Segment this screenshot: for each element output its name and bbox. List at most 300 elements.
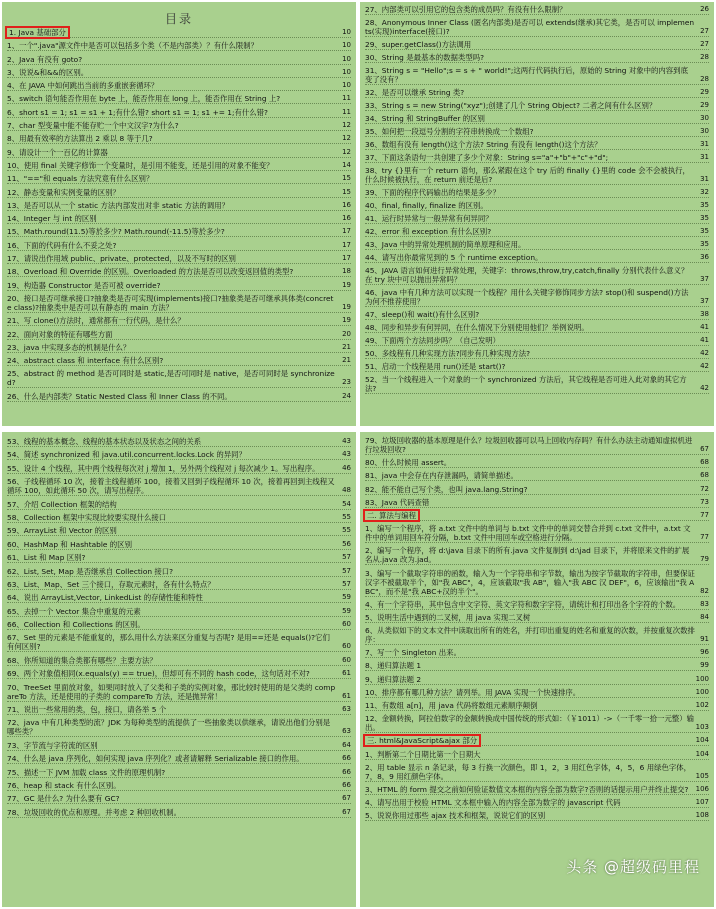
toc-entry [365, 626, 709, 645]
toc-page-number: 18 [342, 267, 351, 276]
toc-page-number: 16 [342, 214, 351, 223]
toc-list [360, 432, 714, 821]
toc-page-number: 67 [342, 807, 351, 816]
toc-entry-text: 4、请写出用于校验 HTML 文本框中输入的内容全部为数字的 javascript 代码 [365, 798, 621, 808]
toc-page-number: 35 [700, 201, 709, 209]
toc-entry-text: 21、写 clone()方法时，通常都有一行代码，是什么？ [7, 316, 185, 326]
toc-page-number: 37 [700, 275, 709, 283]
toc-page-number: 27 [700, 40, 709, 48]
toc-entry [7, 214, 351, 224]
toc-entry-text: 66、Collection 和 Collections 的区别。 [7, 620, 145, 630]
toc-entry-text: 56、子线程循环 10 次，接着主线程循环 100，接着又回到子线程循环 10 次，接着再回到主线程又循环 100，如此循环 50 次，请写出程序。 [7, 477, 335, 496]
toc-entry-text: 27、内部类可以引用它的包含类的成员吗？有没有什么限制？ [365, 5, 567, 14]
toc-page-number: 67 [700, 445, 709, 453]
toc-entry-text: 13、是否可以从一个 static 方法内部发出对非 static 方法的调用？ [7, 200, 229, 210]
toc-entry [7, 794, 351, 804]
toc-entry-text: 1. Java 基础部分 [9, 28, 66, 37]
toc-page-top-left [2, 2, 356, 426]
toc-page-number: 21 [342, 356, 351, 365]
toc-entry-text: 73、字节流与字符流的区别 [7, 740, 98, 750]
toc-entry-text: 69、两个对象值相同(x.equals(y) == true)，但却可有不同的 hash code，这句话对不对? [7, 669, 310, 679]
toc-entry-text: 83、Java 代码查错 [365, 497, 430, 507]
toc-page-number: 63 [342, 727, 351, 736]
toc-entry-text: 17、请说出作用域 public、private、protected，以及不写时的区别 [7, 254, 236, 264]
toc-entry-text: 2、Java 有没有 goto? [7, 54, 83, 64]
toc-entry [7, 94, 351, 104]
toc-entry-text: 24、abstract class 和 interface 有什么区别? [7, 356, 164, 366]
toc-entry-text: 36、数组有没有 length()这个方法? String 有没有 length()这个方法？ [365, 140, 602, 149]
toc-entry [365, 675, 709, 685]
toc-entry [365, 53, 709, 63]
toc-entry-text: 5、switch 语句能否作用在 byte 上，能否作用在 long 上，能否作用在 String 上? [7, 94, 281, 104]
toc-page-number: 107 [695, 798, 709, 807]
toc-entry-text: 4、在 JAVA 中如何跳出当前的多重嵌套循环？ [7, 81, 159, 91]
toc-page-number: 91 [700, 635, 709, 644]
toc-entry-text: 43、Java 中的异常处理机制的简单原理和应用。 [365, 240, 526, 249]
toc-entry [365, 362, 709, 372]
toc-page-number: 66 [342, 780, 351, 789]
toc-page-number: 14 [342, 160, 351, 169]
toc-entry [7, 201, 351, 211]
toc-entry [365, 648, 709, 658]
toc-entry-text: 47、sleep()和 wait()有什么区别? [365, 310, 480, 319]
toc-entry-text: 9、请设计一个一百亿的计算器 [7, 147, 108, 157]
toc-entry-text: 8、递归算法题 1 [365, 661, 422, 671]
toc-page-number: 61 [342, 691, 351, 700]
toc-page-number: 96 [700, 648, 709, 657]
toc-entry [365, 524, 709, 543]
toc-entry-text: 74、什么是 java 序列化，如何实现 java 序列化？或者请解释 Serializable 接口的作用。 [7, 754, 304, 764]
toc-entry-text: 44、请写出你最常见到的 5 个 runtime exception。 [365, 253, 543, 262]
toc-entry-text: 78、垃圾回收的优点和原理。并考虑 2 种回收机制。 [7, 807, 182, 817]
watermark: 头条 @超级码里程 [566, 858, 700, 876]
toc-entry-text: 5、说明生活中遇到的二叉树，用 java 实现二叉树 [365, 612, 531, 622]
toc-entry [365, 88, 709, 98]
toc-page-number: 100 [695, 687, 709, 696]
toc-page-number: 11 [342, 94, 351, 103]
toc-entry-text: 46、java 中有几种方法可以实现一个线程？用什么关键字修饰同步方法? stop()和 suspend()方法为何不推荐使用？ [365, 288, 689, 306]
toc-entry-text: 1、一个".java"源文件中是否可以包括多个类（不是内部类）？有什么限制？ [7, 41, 259, 51]
toc-page-number: 54 [342, 499, 351, 508]
toc-entry [365, 763, 709, 782]
toc-entry-text: 19、构造器 Constructor 是否可被 override? [7, 280, 161, 290]
toc-entry [7, 754, 351, 764]
toc-entry [365, 600, 709, 610]
toc-entry-text: 12、金额转换，阿拉伯数字的金额转换成中国传统的形式如：（￥1011）->（一千零一拾一元整）输出。 [365, 714, 695, 733]
toc-page-number: 57 [342, 553, 351, 562]
toc-page-number: 31 [700, 175, 709, 183]
toc-entry [365, 288, 709, 307]
toc-entry-text: 67、Set 里的元素是不能重复的，那么用什么方法来区分重复与否呢? 是用==还是 equals()?它们有何区别? [7, 633, 330, 652]
toc-entry [365, 471, 709, 481]
toc-entry-text: 15、Math.round(11.5)等於多少? Math.round(-11.5)等於多少? [7, 227, 225, 237]
toc-entry [365, 436, 709, 455]
toc-page-number: 11 [342, 107, 351, 116]
toc-entry [365, 140, 709, 150]
toc-entry-text: 59、ArrayList 和 Vector 的区别 [7, 526, 117, 536]
toc-entry [365, 66, 709, 85]
toc-section-heading [7, 28, 351, 38]
toc-page-number: 38 [700, 310, 709, 318]
toc-page-number: 82 [700, 586, 709, 595]
toc-entry [7, 356, 351, 366]
toc-page-number: 66 [342, 767, 351, 776]
toc-entry [365, 227, 709, 237]
toc-page-number: 12 [342, 134, 351, 143]
toc-page-number: 21 [342, 342, 351, 351]
toc-entry-text: 5、说说你用过那些 ajax 技术和框架，说说它们的区别 [365, 811, 546, 821]
toc-entry [7, 633, 351, 652]
toc-entry-text: 6、short s1 = 1; s1 = s1 + 1;有什么错? short s1 = 1; s1 += 1;有什么错? [7, 107, 268, 117]
toc-entry-text: 42、error 和 exception 有什么区别? [365, 227, 492, 236]
toc-entry-text: 10、排序都有哪几种方法？请列举。用 JAVA 实现一个快速排序。 [365, 687, 581, 697]
toc-entry-text: 3、说说&和&&的区别。 [7, 67, 89, 77]
toc-entry [7, 526, 351, 536]
toc-list [360, 2, 714, 394]
toc-entry [7, 593, 351, 603]
toc-entry-text: 81、java 中会存在内存泄漏吗，请简单描述。 [365, 471, 518, 481]
toc-entry-text: 9、递归算法题 2 [365, 674, 422, 684]
toc-entry [7, 513, 351, 523]
toc-entry-text: 39、下面的程序代码输出的结果是多少？ [365, 188, 501, 197]
toc-page-number: 12 [342, 121, 351, 130]
toc-entry-text: 61、List 和 Map 区别? [7, 553, 86, 563]
toc-page-number: 68 [700, 471, 709, 480]
toc-entry [365, 811, 709, 821]
toc-entry-text: 25、abstract 的 method 是否可同时是 static,是否可同时是 native，是否可同时是 synchronized? [7, 369, 335, 388]
toc-entry [7, 241, 351, 251]
toc-entry [365, 785, 709, 795]
toc-entry-text: 48、同步和异步有何异同，在什么情况下分别使用他们？举例说明。 [365, 323, 589, 332]
toc-entry-text: 4、有一个字符串，其中包含中文字符、英文字符和数字字符，请统计和打印出各个字符的个数。 [365, 599, 681, 609]
toc-page-number: 10 [342, 67, 351, 76]
toc-entry [365, 114, 709, 124]
toc-entry [7, 68, 351, 78]
toc-entry-text: 18、Overload 和 Override 的区别。Overloaded 的方法是否可以改变返回值的类型? [7, 267, 294, 277]
toc-entry [7, 343, 351, 353]
toc-page-number: 42 [700, 349, 709, 357]
toc-page-number: 67 [342, 794, 351, 803]
toc-page-number: 43 [342, 437, 351, 445]
toc-page-number: 29 [700, 88, 709, 96]
toc-entry [7, 330, 351, 340]
toc-page-number: 35 [700, 214, 709, 222]
toc-page-number: 19 [342, 280, 351, 289]
toc-entry-text: 6、从类似如下的文本文件中读取出所有的姓名，并打印出重复的姓名和重复的次数，并按重复次数排序： [365, 626, 695, 645]
toc-entry [7, 477, 351, 496]
toc-entry [365, 188, 709, 198]
toc-section-heading [365, 736, 709, 746]
toc-entry [7, 316, 351, 326]
toc-page-number: 105 [695, 771, 709, 780]
toc-entry-text: 30、String 是最基本的数据类型吗? [365, 53, 485, 62]
toc-entry-text: 60、HashMap 和 Hashtable 的区别 [7, 539, 132, 549]
toc-entry [365, 323, 709, 333]
toc-entry-text: 71、说出一些常用的类，包，接口，请各举 5 个 [7, 705, 167, 715]
toc-entry [7, 148, 351, 158]
toc-page-number: 20 [342, 329, 351, 338]
toc-entry [7, 656, 351, 666]
toc-entry-text: 34、String 和 StringBuffer 的区别 [365, 114, 485, 123]
toc-page-number: 41 [700, 336, 709, 344]
toc-entry [365, 375, 709, 394]
toc-entry-text: 35、如何把一段逗号分割的字符串转换成一个数组? [365, 127, 534, 136]
toc-entry [7, 500, 351, 510]
toc-page-number: 60 [342, 642, 351, 651]
toc-page-number: 19 [342, 316, 351, 325]
toc-entry-text: 72、java 中有几种类型的流？JDK 为每种类型的流提供了一些抽象类以供继承，请说出他们分别是哪些类？ [7, 718, 331, 737]
toc-entry [365, 201, 709, 211]
toc-page-number: 10 [342, 54, 351, 63]
toc-page-number: 32 [700, 188, 709, 196]
toc-page-number: 15 [342, 174, 351, 183]
toc-entry [365, 40, 709, 50]
toc-entry [7, 450, 351, 460]
toc-entry-text: 28、Anonymous Inner Class (匿名内部类)是否可以 extends(继承)其它类，是否可以 implements(实现)interface(接口)? [365, 18, 695, 36]
toc-entry-text: 64、说出 ArrayList,Vector, LinkedList 的存储性能和特性 [7, 593, 203, 603]
toc-entry-text: 31、String s = "Hello";s = s + " world!";这两行代码执行后，原始的 String 对象中的内容到底变了没有？ [365, 66, 688, 84]
toc-entry-text: 10、使用 final 关键字修饰一个变量时，是引用不能变，还是引用的对象不能变？ [7, 160, 274, 170]
toc-entry-text: 32、是否可以继承 String 类? [365, 88, 465, 97]
toc-page-number: 41 [700, 323, 709, 331]
toc-page-number: 83 [700, 599, 709, 608]
toc-entry-text: 55、设计 4 个线程，其中两个线程每次对 j 增加 1，另外两个线程对 j 每次减少 1。写出程序。 [7, 463, 320, 473]
toc-list [2, 432, 356, 818]
toc-entry [7, 718, 351, 737]
toc-entry [7, 41, 351, 51]
toc-entry [7, 281, 351, 291]
toc-entry-text: 23、java 中实现多态的机制是什么？ [7, 342, 131, 352]
toc-entry [7, 267, 351, 277]
toc-entry-text: 22、面向对象的特征有哪些方面 [7, 329, 113, 339]
toc-page-number: 57 [342, 579, 351, 588]
toc-entry-text: 三. html&JavaScript&ajax 部分 [367, 736, 478, 746]
toc-entry [365, 485, 709, 495]
toc-page-number: 31 [700, 140, 709, 148]
toc-entry [365, 336, 709, 346]
toc-page-number: 48 [342, 486, 351, 495]
toc-page-number: 28 [700, 53, 709, 61]
toc-entry [7, 81, 351, 91]
toc-page-number: 17 [342, 240, 351, 249]
toc-entry-text: 68、你所知道的集合类都有哪些？主要方法？ [7, 655, 157, 665]
toc-entry [365, 569, 709, 597]
toc-page-number: 103 [695, 723, 709, 732]
toc-entry [7, 161, 351, 171]
toc-page-number: 10 [342, 81, 351, 90]
toc-page-number: 29 [700, 101, 709, 109]
toc-entry [365, 750, 709, 760]
toc-entry [365, 166, 709, 185]
toc-entry [7, 392, 351, 402]
toc-page-bottom-right [360, 432, 714, 907]
toc-entry [365, 546, 709, 565]
toc-entry [365, 688, 709, 698]
toc-entry [365, 498, 709, 508]
toc-page-number: 79 [700, 555, 709, 564]
toc-entry [365, 127, 709, 137]
toc-page-number: 99 [700, 661, 709, 670]
toc-entry [7, 188, 351, 198]
toc-page-number: 23 [342, 378, 351, 387]
toc-title: 目录 [164, 12, 193, 26]
toc-page-number: 24 [342, 391, 351, 400]
toc-page-number: 104 [695, 736, 709, 745]
toc-entry-text: 57、介绍 Collection 框架的结构 [7, 499, 117, 509]
toc-entry [7, 227, 351, 237]
toc-entry [365, 310, 709, 320]
toc-entry-text: 3、编写一个截取字符串的函数，输入为一个字符串和字节数，输出为按字节截取的字符串，但要保证汉字不被截取半个，如"我 ABC"，4，应该截取"我 AB"，输入"我 ABC 汉 DEF"，6，应该输出"我 ABC"，而不是"我 ABC+汉的半个"。 [365, 568, 695, 596]
toc-page-number: 30 [700, 127, 709, 135]
toc-entry-text: 82、能不能自己写个类，也叫 java.lang.String? [365, 484, 528, 494]
toc-page-number: 63 [342, 705, 351, 714]
toc-page-number: 31 [700, 153, 709, 161]
toc-page-number: 73 [700, 497, 709, 506]
toc-entry-text: 51、启动一个线程是用 run()还是 start()? [365, 362, 506, 371]
toc-page-number: 30 [700, 114, 709, 122]
toc-entry-text: 29、super.getClass()方法调用 [365, 40, 472, 49]
toc-entry [7, 808, 351, 818]
toc-page-number: 27 [700, 27, 709, 35]
toc-entry-text: 41、运行时异常与一般异常有何异同？ [365, 214, 493, 223]
toc-entry [365, 253, 709, 263]
toc-entry [365, 266, 709, 285]
toc-page-number: 66 [342, 754, 351, 763]
toc-page-number: 61 [342, 669, 351, 678]
toc-entry-text: 14、Integer 与 int 的区别 [7, 214, 97, 224]
toc-page-number: 28 [700, 75, 709, 83]
toc-entry-text: 1、编写一个程序，将 a.txt 文件中的单词与 b.txt 文件中的单词交替合并到 c.txt 文件中，a.txt 文件中的单词用回车符分隔，b.txt 文件中用回车或空格进行分隔。 [365, 524, 691, 543]
toc-page-number: 36 [700, 253, 709, 261]
toc-entry-text: 26、什么是内部类？Static Nested Class 和 Inner Class 的不同。 [7, 391, 232, 401]
toc-entry [7, 55, 351, 65]
toc-entry [365, 613, 709, 623]
toc-entry [365, 5, 709, 15]
toc-entry [7, 669, 351, 679]
toc-entry [7, 369, 351, 388]
toc-entry-text: 76、heap 和 stack 有什么区别。 [7, 780, 121, 790]
toc-entry [365, 240, 709, 250]
toc-entry-text: 2、用 table 显示 n 条记录，每 3 行换一次颜色，即 1，2，3 用红色字体，4，5，6 用绿色字体，7，8，9 用红颜色字体。 [365, 762, 692, 781]
toc-entry-text: 80、什么时候用 assert。 [365, 458, 452, 468]
toc-entry [365, 101, 709, 111]
toc-page-number: 35 [700, 240, 709, 248]
toc-entry [7, 464, 351, 474]
toc-entry-text: 1、判断第二个日期比第一个日期大 [365, 749, 481, 759]
toc-page-number: 42 [700, 362, 709, 370]
toc-entry [365, 349, 709, 359]
toc-entry [7, 294, 351, 313]
toc-page-number: 108 [695, 811, 709, 820]
toc-entry-text: 20、接口是否可继承接口?抽象类是否可实现(implements)接口?抽象类是否可继承具体类(concrete class)?抽象类中是否可以有静态的 main 方法？ [7, 293, 334, 312]
toc-entry [7, 134, 351, 144]
toc-entry-text: 49、下面两个方法同步吗？（自己发明） [365, 336, 501, 345]
toc-entry-text: 54、简述 synchronized 和 java.util.concurrent.locks.Lock 的异同？ [7, 450, 246, 460]
toc-entry [7, 741, 351, 751]
toc-entry [7, 108, 351, 118]
toc-entry [7, 174, 351, 184]
toc-list [2, 28, 356, 402]
toc-page-number: 46 [342, 463, 351, 472]
toc-page-number: 59 [342, 606, 351, 615]
toc-entry-text: 7、写一个 Singleton 出来。 [365, 648, 461, 658]
toc-entry [7, 437, 351, 447]
toc-entry-text: 75、描述一下 JVM 加载 class 文件的原理机制? [7, 767, 166, 777]
toc-entry-text: 33、String s = new String("xyz");创建了几个 String Object? 二者之间有什么区别？ [365, 101, 657, 110]
toc-page-number: 35 [700, 227, 709, 235]
toc-entry-text: 58、Collection 框架中实现比较要实现什么接口 [7, 512, 167, 522]
toc-entry-text: 52、当一个线程进入一个对象的一个 synchronized 方法后，其它线程是否可进入此对象的其它方法? [365, 375, 687, 393]
toc-page-number: 37 [700, 297, 709, 305]
toc-entry [7, 768, 351, 778]
toc-entry [7, 254, 351, 264]
toc-page-number: 77 [700, 533, 709, 542]
toc-page-number: 102 [695, 701, 709, 709]
toc-page-number: 106 [695, 784, 709, 793]
toc-page-top-right [360, 2, 714, 426]
toc-page-number: 57 [342, 566, 351, 575]
toc-entry-text: 45、JAVA 语言如何进行异常处理，关键字：throws,throw,try,catch,finally 分别代表什么意义？在 try 块中可以抛出异常吗？ [365, 266, 689, 284]
toc-entry [365, 458, 709, 468]
toc-entry-text: 79、垃圾回收器的基本原理是什么？垃圾回收器可以马上回收内存吗？有什么办法主动通知虚拟机进行垃圾回收? [365, 436, 693, 454]
toc-page-number: 84 [700, 612, 709, 621]
toc-entry-text: 2、编写一个程序，将 d:\java 目录下的所有.java 文件复制到 d:\jad 目录下，并将原来文件的扩展名从.java 改为.jad。 [365, 546, 690, 565]
toc-entry [7, 705, 351, 715]
toc-entry [365, 798, 709, 808]
toc-entry-text: 63、List、Map、Set 三个接口，存取元素时，各有什么特点？ [7, 579, 215, 589]
toc-page-number: 72 [700, 484, 709, 493]
toc-page-number: 104 [695, 749, 709, 758]
toc-entry [7, 567, 351, 577]
toc-entry-text: 12、静态变量和实例变量的区别？ [7, 187, 120, 197]
toc-entry-text: 77、GC 是什么? 为什么要有 GC? [7, 794, 120, 804]
toc-entry-text: 7、char 型变量中能不能存贮一个中文汉字?为什么? [7, 121, 179, 131]
toc-entry [7, 580, 351, 590]
toc-section-heading [365, 511, 709, 521]
toc-entry-text: 50、多线程有几种实现方法?同步有几种实现方法? [365, 349, 531, 358]
toc-page-number: 55 [342, 526, 351, 535]
toc-entry-text: 11、"=="和 equals 方法究竟有什么区别？ [7, 174, 154, 184]
toc-entry [365, 214, 709, 224]
toc-entry [365, 701, 709, 711]
toc-entry [7, 781, 351, 791]
toc-entry-text: 二. 算法与编程 [367, 510, 417, 520]
toc-page-bottom-left [2, 432, 356, 907]
toc-entry [7, 121, 351, 131]
toc-page-number: 64 [342, 740, 351, 749]
toc-entry [365, 153, 709, 163]
toc-entry-text: 37、下面这条语句一共创建了多少个对象：String s="a"+"b"+"c"+"d"; [365, 153, 609, 162]
toc-entry [7, 683, 351, 702]
toc-page-number: 12 [342, 147, 351, 156]
toc-entry-text: 62、List, Set, Map 是否继承自 Collection 接口? [7, 566, 174, 576]
toc-entry-text: 38、try {}里有一个 return 语句，那么紧跟在这个 try 后的 finally {}里的 code 会不会被执行，什么时候被执行，在 return 前还是后? [365, 166, 690, 184]
toc-entry-text: 40、final, finally, finalize 的区别。 [365, 201, 488, 210]
toc-entry [7, 553, 351, 563]
toc-entry [7, 607, 351, 617]
toc-page-number: 55 [342, 512, 351, 521]
toc-page-number: 15 [342, 187, 351, 196]
toc-page-number: 56 [342, 539, 351, 548]
toc-entry-text: 8、用最有效率的方法算出 2 乘以 8 等于几? [7, 134, 153, 144]
toc-page-number: 43 [342, 450, 351, 459]
toc-page-number: 19 [342, 302, 351, 311]
toc-entry [365, 714, 709, 733]
toc-page-number: 26 [700, 5, 709, 13]
toc-entry [7, 620, 351, 630]
toc-entry [7, 540, 351, 550]
toc-page-number: 59 [342, 593, 351, 602]
